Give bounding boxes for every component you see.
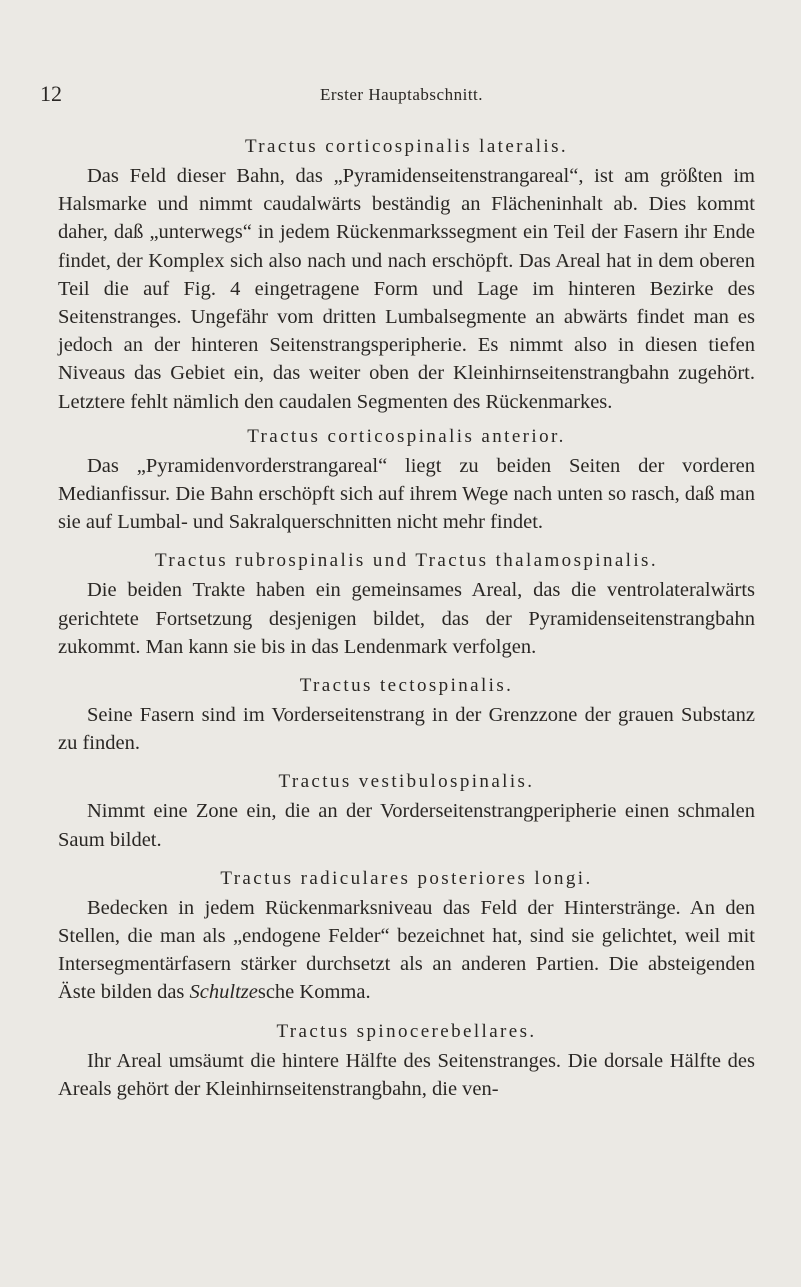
page-body <box>58 132 755 1103</box>
section-heading: Tractus vestibulospinalis. <box>278 771 535 793</box>
section-heading: Tractus tectospinalis. <box>299 675 514 697</box>
section-vestibulospinalis <box>58 767 755 853</box>
paragraph-text-after: sche Komma. <box>257 981 371 1004</box>
section-paragraph: Das Feld dieser Bahn, das „Pyramidenseitenstrangareal“, ist am größten im Halsmarke und nimmt caudalwärts beständig an Flächeninhalt ab. Dies kommt daher, daß „unterwegs“ in jedem Rückenmarkssegment ein Teil der Fasern ihr Ende findet, der Komplex sich also nach und nach erschöpft. Das Areal hat in dem oberen Teil die auf Fig. 4 eingetragene Form und Lage im hinteren Bezirke des Seitenstranges. Ungefähr vom dritten Lumbalsegmente an abwärts findet man es jedoch an der hinteren Seitenstrangsperipherie. Es nimmt also in diesen tiefen Niveaus das Gebiet ein, das weiter oben der Kleinhirnseitenstrangbahn zugehört. Letztere fehlt nämlich den caudalen Segmenten des Rückenmarkes. <box>58 165 755 413</box>
section-paragraph: Die beiden Trakte haben ein gemeinsames Areal, das die ventrolateralwärts gerichtete Fortsetzung desjenigen bildet, das der Pyramidenseitenstrangbahn zukommt. Man kann sie bis in das Lendenmark verfolgen. <box>58 579 755 658</box>
section-paragraph: Seine Fasern sind im Vorderseitenstrang in der Grenzzone der grauen Substanz zu finden. <box>58 704 755 755</box>
page-number: 12 <box>40 81 62 106</box>
section-spinocerebellares <box>58 1017 755 1103</box>
section-heading: Tractus corticospinalis anterior. <box>247 425 566 447</box>
section-heading: Tractus spinocerebellares. <box>276 1020 537 1042</box>
section-heading: Tractus corticospinalis lateralis. <box>244 136 569 157</box>
section-corticospinalis-lateralis <box>58 132 755 416</box>
section-paragraph: Ihr Areal umsäumt die hintere Hälfte des Seitenstranges. Die dorsale Hälfte des Areals gehört der Kleinhirnseitenstrangbahn, die ven- <box>58 1049 755 1100</box>
section-paragraph <box>58 894 755 1007</box>
author-name-italic: Schultze <box>189 981 258 1004</box>
section-rubrospinalis <box>58 546 755 661</box>
section-radiculares <box>58 864 755 1007</box>
paragraph-text-before: Bedecken in jedem Rückenmarksniveau das Feld der Hinterstränge. An den Stellen, die man als „endogene Felder“ bezeichnet hat, sind sie gelichtet, weil mit Intersegmentärfasern stärker durchsetzt als an anderen Partien. Die absteigenden Äste bilden das <box>58 896 755 1004</box>
section-heading: Tractus rubrospinalis und Tractus thalamospinalis. <box>155 550 658 572</box>
section-heading: Tractus radiculares posteriores longi. <box>220 867 593 889</box>
section-corticospinalis-anterior <box>58 422 755 537</box>
section-paragraph: Das „Pyramidenvorderstrangareal“ liegt zu beiden Seiten der vorderen Medianfissur. Die Bahn erschöpft sich auf ihrem Wege nach unten so rasch, daß man sie auf Lumbal- und Sakralquerschnitten nicht mehr findet. <box>58 454 755 534</box>
section-tectospinalis <box>58 671 755 757</box>
section-paragraph: Nimmt eine Zone ein, die an der Vorderseitenstrangperipherie einen schmalen Saum bildet. <box>58 800 755 851</box>
running-head: Erster Hauptabschnitt. <box>320 85 484 104</box>
page-header <box>40 82 755 106</box>
